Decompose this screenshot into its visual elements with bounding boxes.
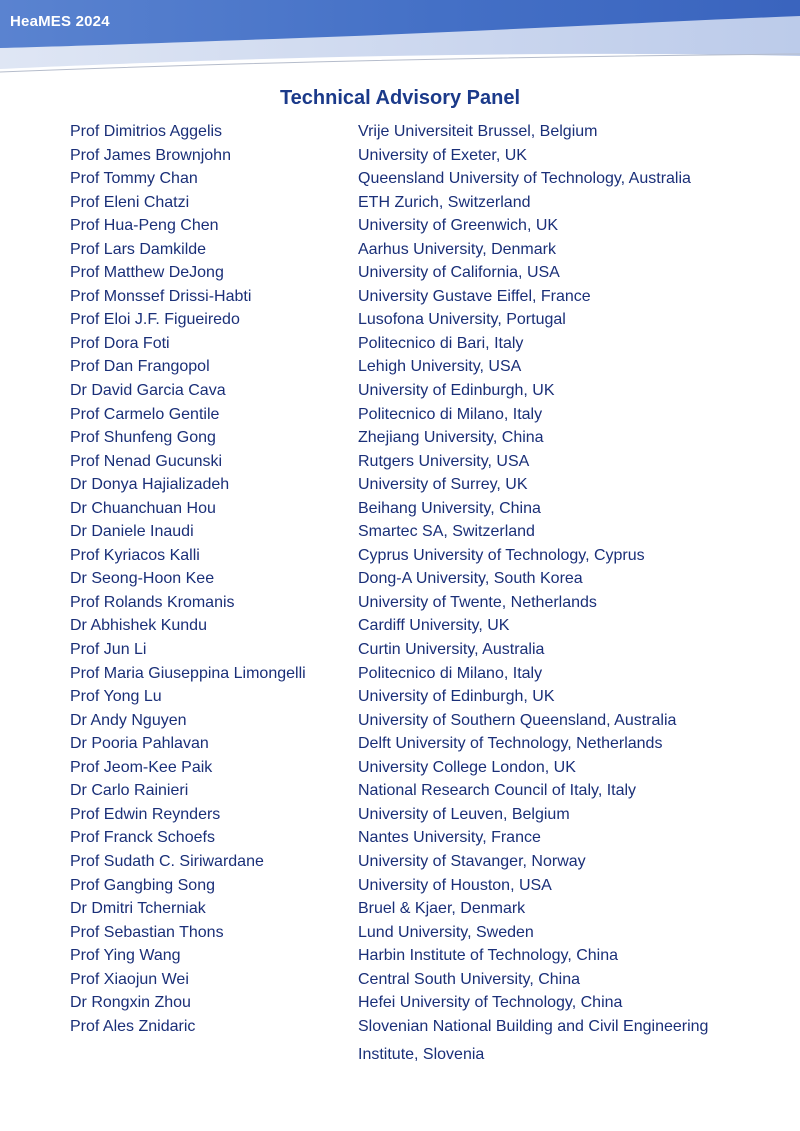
member-affiliation: University Gustave Eiffel, France — [358, 287, 591, 305]
member-name: Prof Gangbing Song — [70, 876, 215, 894]
member-name: Dr Andy Nguyen — [70, 711, 187, 729]
member-name: Prof Sebastian Thons — [70, 923, 224, 941]
list-item — [70, 756, 760, 780]
list-item — [70, 544, 760, 568]
member-affiliation: University of Surrey, UK — [358, 476, 528, 494]
list-item — [70, 144, 760, 168]
member-name: Prof Monssef Drissi-Habti — [70, 287, 252, 305]
member-name: Prof Ying Wang — [70, 947, 181, 965]
member-name: Prof Yong Lu — [70, 688, 162, 706]
member-affiliation: University of Edinburgh, UK — [358, 688, 555, 706]
member-affiliation: University of Greenwich, UK — [358, 217, 559, 235]
member-name: Prof Dora Foti — [70, 334, 170, 352]
member-affiliation: University of Houston, USA — [358, 876, 552, 894]
member-name: Prof Lars Damkilde — [70, 240, 207, 258]
member-affiliation: ETH Zurich, Switzerland — [358, 193, 531, 211]
list-item — [70, 567, 760, 591]
member-affiliation: Politecnico di Bari, Italy — [358, 334, 524, 352]
member-affiliation: University of Exeter, UK — [358, 146, 527, 164]
list-item — [70, 732, 760, 756]
member-name: Dr Carlo Rainieri — [70, 782, 189, 800]
list-item — [70, 1015, 760, 1069]
member-name: Prof Eleni Chatzi — [70, 193, 190, 211]
member-name: Prof Franck Schoefs — [70, 829, 215, 847]
member-affiliation: Curtin University, Australia — [358, 641, 545, 659]
list-item — [70, 308, 760, 332]
member-affiliation: Rutgers University, USA — [358, 452, 530, 470]
member-name: Prof Kyriacos Kalli — [70, 546, 200, 564]
panel-member-list — [70, 120, 760, 1069]
list-item — [70, 261, 760, 285]
list-item — [70, 520, 760, 544]
member-affiliation: Bruel & Kjaer, Denmark — [358, 900, 526, 918]
list-item — [70, 238, 760, 262]
member-name: Prof Eloi J.F. Figueiredo — [70, 311, 240, 329]
member-name: Prof James Brownjohn — [70, 146, 231, 164]
member-affiliation: Lusofona University, Portugal — [358, 311, 566, 329]
member-affiliation: Smartec SA, Switzerland — [358, 523, 535, 541]
list-item — [70, 614, 760, 638]
member-affiliation: Queensland University of Technology, Australia — [358, 170, 691, 188]
list-item — [70, 779, 760, 803]
list-item — [70, 591, 760, 615]
member-name: Dr Daniele Inaudi — [70, 523, 194, 541]
member-name: Dr David Garcia Cava — [70, 382, 226, 400]
member-affiliation: Nantes University, France — [358, 829, 541, 847]
list-item — [70, 167, 760, 191]
list-item — [70, 214, 760, 238]
member-name: Prof Hua-Peng Chen — [70, 217, 219, 235]
member-name: Prof Xiaojun Wei — [70, 970, 189, 988]
list-item — [70, 497, 760, 521]
member-name: Dr Abhishek Kundu — [70, 617, 207, 635]
member-affiliation: Vrije Universiteit Brussel, Belgium — [358, 123, 598, 140]
member-name: Prof Maria Giuseppina Limongelli — [70, 664, 306, 682]
member-affiliation: National Research Council of Italy, Italy — [358, 782, 637, 800]
list-item — [70, 638, 760, 662]
list-item — [70, 944, 760, 968]
member-affiliation: University of Southern Queensland, Australia — [358, 711, 677, 729]
member-affiliation: Slovenian National Building and Civil Engineering Institute, Slovenia — [358, 1017, 709, 1063]
member-name: Dr Seong-Hoon Kee — [70, 570, 215, 588]
member-affiliation: Dong-A University, South Korea — [358, 570, 583, 588]
member-affiliation: Central South University, China — [358, 970, 581, 988]
member-affiliation: University of Edinburgh, UK — [358, 382, 555, 400]
list-item — [70, 379, 760, 403]
member-name: Prof Sudath C. Siriwardane — [70, 852, 264, 870]
member-name: Dr Rongxin Zhou — [70, 994, 191, 1012]
member-affiliation: Politecnico di Milano, Italy — [358, 405, 543, 423]
member-name: Prof Nenad Gucunski — [70, 452, 223, 470]
member-affiliation: Cyprus University of Technology, Cyprus — [358, 546, 645, 564]
list-item — [70, 921, 760, 945]
member-affiliation: University of Stavanger, Norway — [358, 852, 586, 870]
member-name: Prof Tommy Chan — [70, 170, 198, 188]
list-item — [70, 874, 760, 898]
list-item — [70, 803, 760, 827]
list-item — [70, 473, 760, 497]
member-affiliation: Harbin Institute of Technology, China — [358, 947, 619, 965]
member-affiliation: University of Leuven, Belgium — [358, 805, 570, 823]
list-item — [70, 355, 760, 379]
member-name: Prof Carmelo Gentile — [70, 405, 220, 423]
member-name: Dr Chuanchuan Hou — [70, 499, 216, 517]
member-affiliation: Lehigh University, USA — [358, 358, 522, 376]
list-item — [70, 662, 760, 686]
member-affiliation: Politecnico di Milano, Italy — [358, 664, 543, 682]
list-item — [70, 991, 760, 1015]
list-item — [70, 191, 760, 215]
member-affiliation: University of Twente, Netherlands — [358, 593, 597, 611]
member-name: Prof Matthew DeJong — [70, 264, 224, 282]
list-item — [70, 120, 760, 144]
member-affiliation: Cardiff University, UK — [358, 617, 510, 635]
list-item — [70, 285, 760, 309]
list-item — [70, 450, 760, 474]
member-name: Prof Jeom-Kee Paik — [70, 758, 213, 776]
member-affiliation: Delft University of Technology, Netherlands — [358, 735, 663, 753]
member-name: Prof Dimitrios Aggelis — [70, 123, 223, 140]
list-item — [70, 968, 760, 992]
member-name: Dr Donya Hajializadeh — [70, 476, 230, 494]
header-banner — [0, 0, 800, 80]
header-wave-graphic — [0, 0, 800, 80]
list-item — [70, 850, 760, 874]
member-affiliation: Lund University, Sweden — [358, 923, 534, 941]
member-affiliation: University College London, UK — [358, 758, 576, 776]
list-item — [70, 709, 760, 733]
member-name: Prof Shunfeng Gong — [70, 429, 216, 447]
member-affiliation: Beihang University, China — [358, 499, 541, 517]
member-affiliation: Zhejiang University, China — [358, 429, 544, 447]
member-name: Prof Edwin Reynders — [70, 805, 221, 823]
page-title: Technical Advisory Panel — [279, 87, 521, 109]
member-name: Dr Pooria Pahlavan — [70, 735, 209, 753]
list-item — [70, 685, 760, 709]
member-name: Prof Ales Znidaric — [70, 1017, 196, 1035]
list-item — [70, 426, 760, 450]
list-item — [70, 826, 760, 850]
member-affiliation: Hefei University of Technology, China — [358, 994, 623, 1012]
member-affiliation: University of California, USA — [358, 264, 560, 282]
member-name: Prof Rolands Kromanis — [70, 593, 235, 611]
list-item — [70, 403, 760, 427]
conference-title: HeaMES 2024 — [10, 13, 110, 30]
member-affiliation: Aarhus University, Denmark — [358, 240, 556, 258]
list-item — [70, 897, 760, 921]
member-name: Prof Jun Li — [70, 641, 147, 659]
member-name: Dr Dmitri Tcherniak — [70, 900, 206, 918]
member-name: Prof Dan Frangopol — [70, 358, 210, 376]
list-item — [70, 332, 760, 356]
